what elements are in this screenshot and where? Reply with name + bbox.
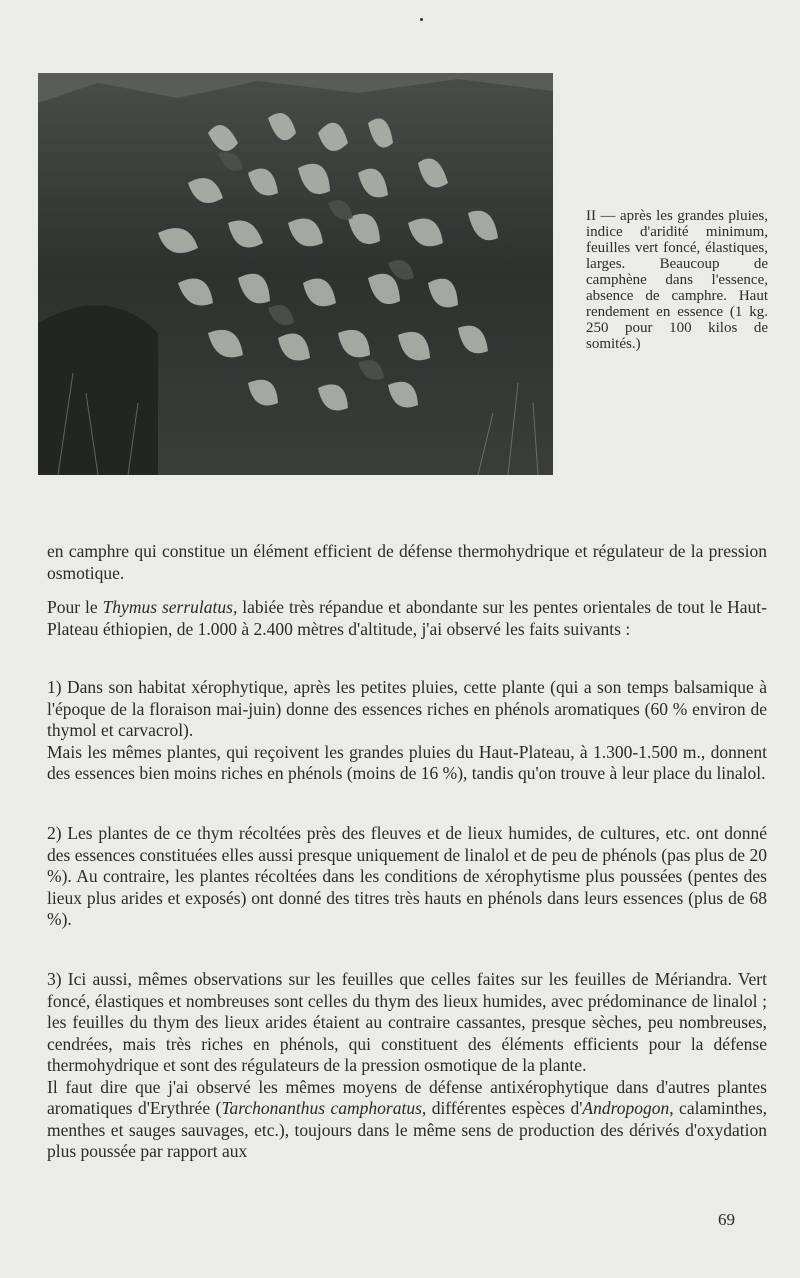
figure-caption: II — après les grandes pluies, indice d'aridité minimum, feuilles vert foncé, élastiques, larges. Beaucoup de camphène dans l'essence, absence de camphre. Haut rendement en essence (1 kg. 250 pour 100 kilos de somités.): [586, 208, 768, 352]
plant-photo-illustration: [38, 73, 553, 475]
paragraph-point-1: [47, 677, 767, 785]
paragraph-point-2: [47, 823, 767, 931]
text-span: Il faut dire que j'ai observé les mêmes moyens de défense antixérophytique dans d'autres plantes aromatiques d'Erythrée (: [47, 1076, 767, 1118]
text-span: différentes espèces d': [426, 1098, 583, 1118]
paragraph-continuation: [47, 541, 767, 584]
paragraph-text: 1) Dans son habitat xérophytique, après les petites pluies, cette plante (qui a son temps balsamique à l'époque de la floraison mai-juin) donne des essences riches en phénols aromatiques (60 % environ de thymol et carvacrol).: [47, 677, 767, 740]
paragraph-point-3: [47, 969, 767, 1163]
speck: [420, 18, 423, 21]
plant-photograph: [38, 73, 553, 475]
paragraph-text: en camphre qui constitue un élément efficient de défense thermohydrique et régulateur de la pression osmotique.: [47, 541, 767, 583]
text-span: Pour le: [47, 597, 103, 617]
text-span: labiée très répandue et abondante sur les pentes orientales de tout le Haut-Plateau éthiopien, de 1.000 à 2.400 mètres d'altitude, j'ai observé les faits suivants :: [47, 597, 767, 639]
paragraph-thymus: [47, 597, 767, 640]
paragraph-text: 3) Ici aussi, mêmes observations sur les feuilles que celles faites sur les feuilles de Mériandra. Vert foncé, élastiques et nombreuses sont celles du thym des lieux humides, avec prédominance de linalol ; les feuilles du thym des lieux arides étaient au contraire cassantes, presque sèches, peu nombreuses, cendrées, mais très riches en phénols, qui constituent des éléments efficients pour la défense thermohydrique et sont des régulateurs de la pression osmotique de la plante.: [47, 969, 767, 1075]
page-number: 69: [718, 1210, 735, 1229]
text-span: calaminthes, menthes et sauges sauvages, etc.), toujours dans le même sens de production des dérivés d'oxydation plus poussée par rapport aux: [47, 1098, 767, 1161]
paragraph-text: [47, 597, 767, 640]
species-name: Andropogon,: [582, 1098, 674, 1118]
paragraph-text: 2) Les plantes de ce thym récoltées près des fleuves et de lieux humides, de cultures, etc. ont donné des essences constituées elles aussi presque uniquement de linalol et de peu de phénols (pas plus de 20 %). Au contraire, les plantes récoltées dans les conditions de xérophytisme plus poussées (pentes des lieux plus arides et exposés) ont donné des titres très hauts en phénols dans leurs essences (plus de 68 %).: [47, 823, 767, 929]
species-name: Tarchonanthus camphoratus,: [221, 1098, 427, 1118]
species-name: Thymus serrulatus,: [102, 597, 238, 617]
paragraph-text: [47, 1077, 767, 1163]
paragraph-text: Mais les mêmes plantes, qui reçoivent les grandes pluies du Haut-Plateau, à 1.300-1.500 m., donnent des essences bien moins riches en phénols (moins de 16 %), tandis qu'on trouve à leur place du linalol.: [47, 741, 767, 783]
